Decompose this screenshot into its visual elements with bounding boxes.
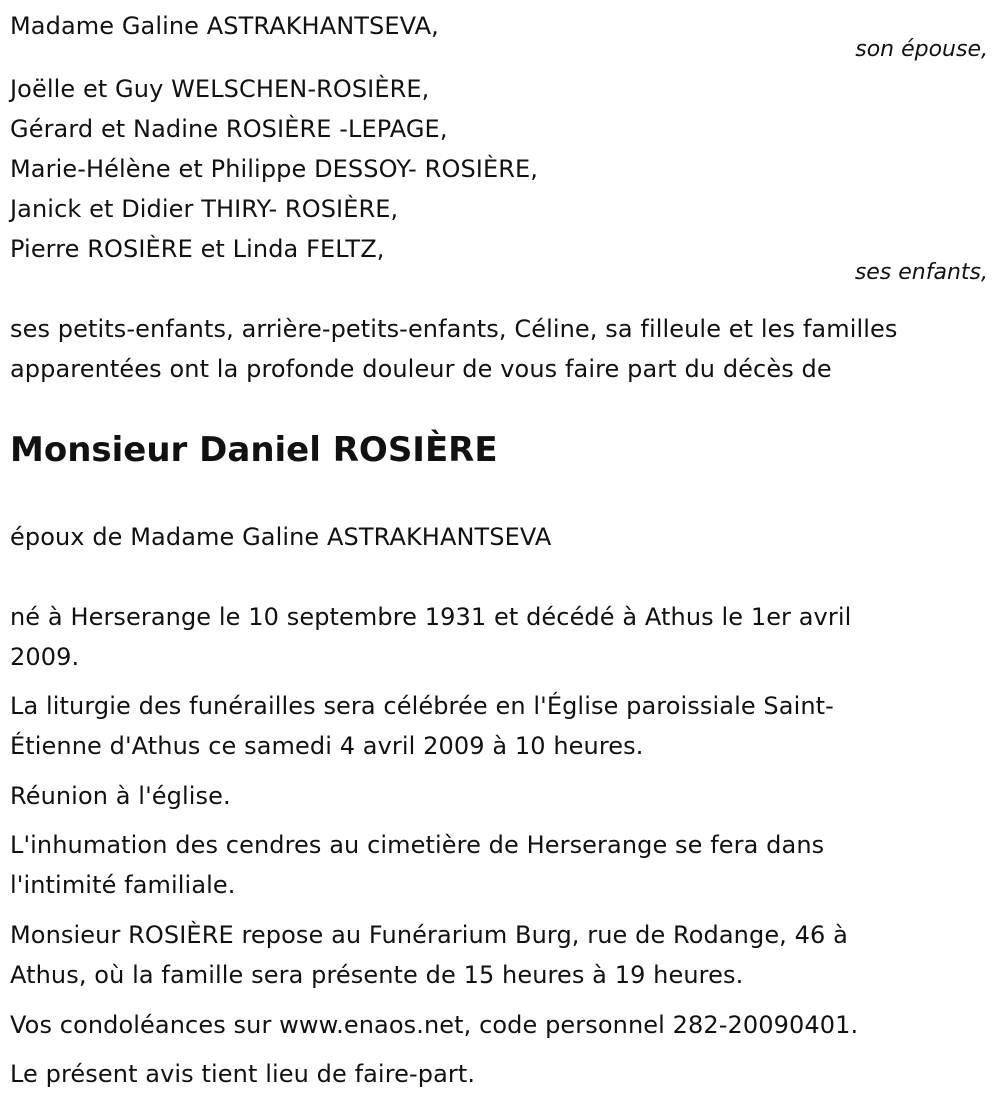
detail-line: Monsieur ROSIÈRE repose au Funérarium Burg, rue de Rodange, 46 à — [10, 921, 848, 949]
spouse-role: son épouse, — [855, 37, 988, 62]
spouse-name: Madame Galine ASTRAKHANTSEVA, — [10, 12, 439, 40]
children-role: ses enfants, — [854, 260, 988, 285]
deceased-spouse-line: époux de Madame Galine ASTRAKHANTSEVA — [10, 523, 552, 551]
detail-line: né à Herserange le 10 septembre 1931 et décédé à Athus le 1er avril — [10, 603, 852, 631]
detail-line: Athus, où la famille sera présente de 15 heures à 19 heures. — [10, 961, 744, 989]
announcement-line: ses petits-enfants, arrière-petits-enfants, Céline, sa filleule et les familles — [10, 315, 898, 343]
detail-line: Vos condoléances sur www.enaos.net, code personnel 282-20090401. — [10, 1011, 859, 1039]
child-line: Janick et Didier THIRY- ROSIÈRE, — [10, 195, 399, 223]
detail-line: 2009. — [10, 643, 80, 671]
detail-line: Réunion à l'église. — [10, 782, 231, 810]
announcement-line: apparentées ont la profonde douleur de vous faire part du décès de — [10, 355, 832, 383]
detail-line: Le présent avis tient lieu de faire-part. — [10, 1060, 476, 1088]
detail-line: La liturgie des funérailles sera célébrée en l'Église paroissiale Saint- — [10, 692, 834, 720]
child-line: Joëlle et Guy WELSCHEN-ROSIÈRE, — [10, 75, 430, 103]
child-line: Marie-Hélène et Philippe DESSOY- ROSIÈRE, — [10, 155, 538, 183]
deceased-name: Monsieur Daniel ROSIÈRE — [10, 430, 498, 470]
detail-line: L'inhumation des cendres au cimetière de Herserange se fera dans — [10, 831, 825, 859]
child-line: Gérard et Nadine ROSIÈRE -LEPAGE, — [10, 115, 448, 143]
detail-line: l'intimité familiale. — [10, 871, 236, 899]
detail-line: Étienne d'Athus ce samedi 4 avril 2009 à 10 heures. — [10, 732, 644, 760]
child-line: Pierre ROSIÈRE et Linda FELTZ, — [10, 235, 385, 263]
